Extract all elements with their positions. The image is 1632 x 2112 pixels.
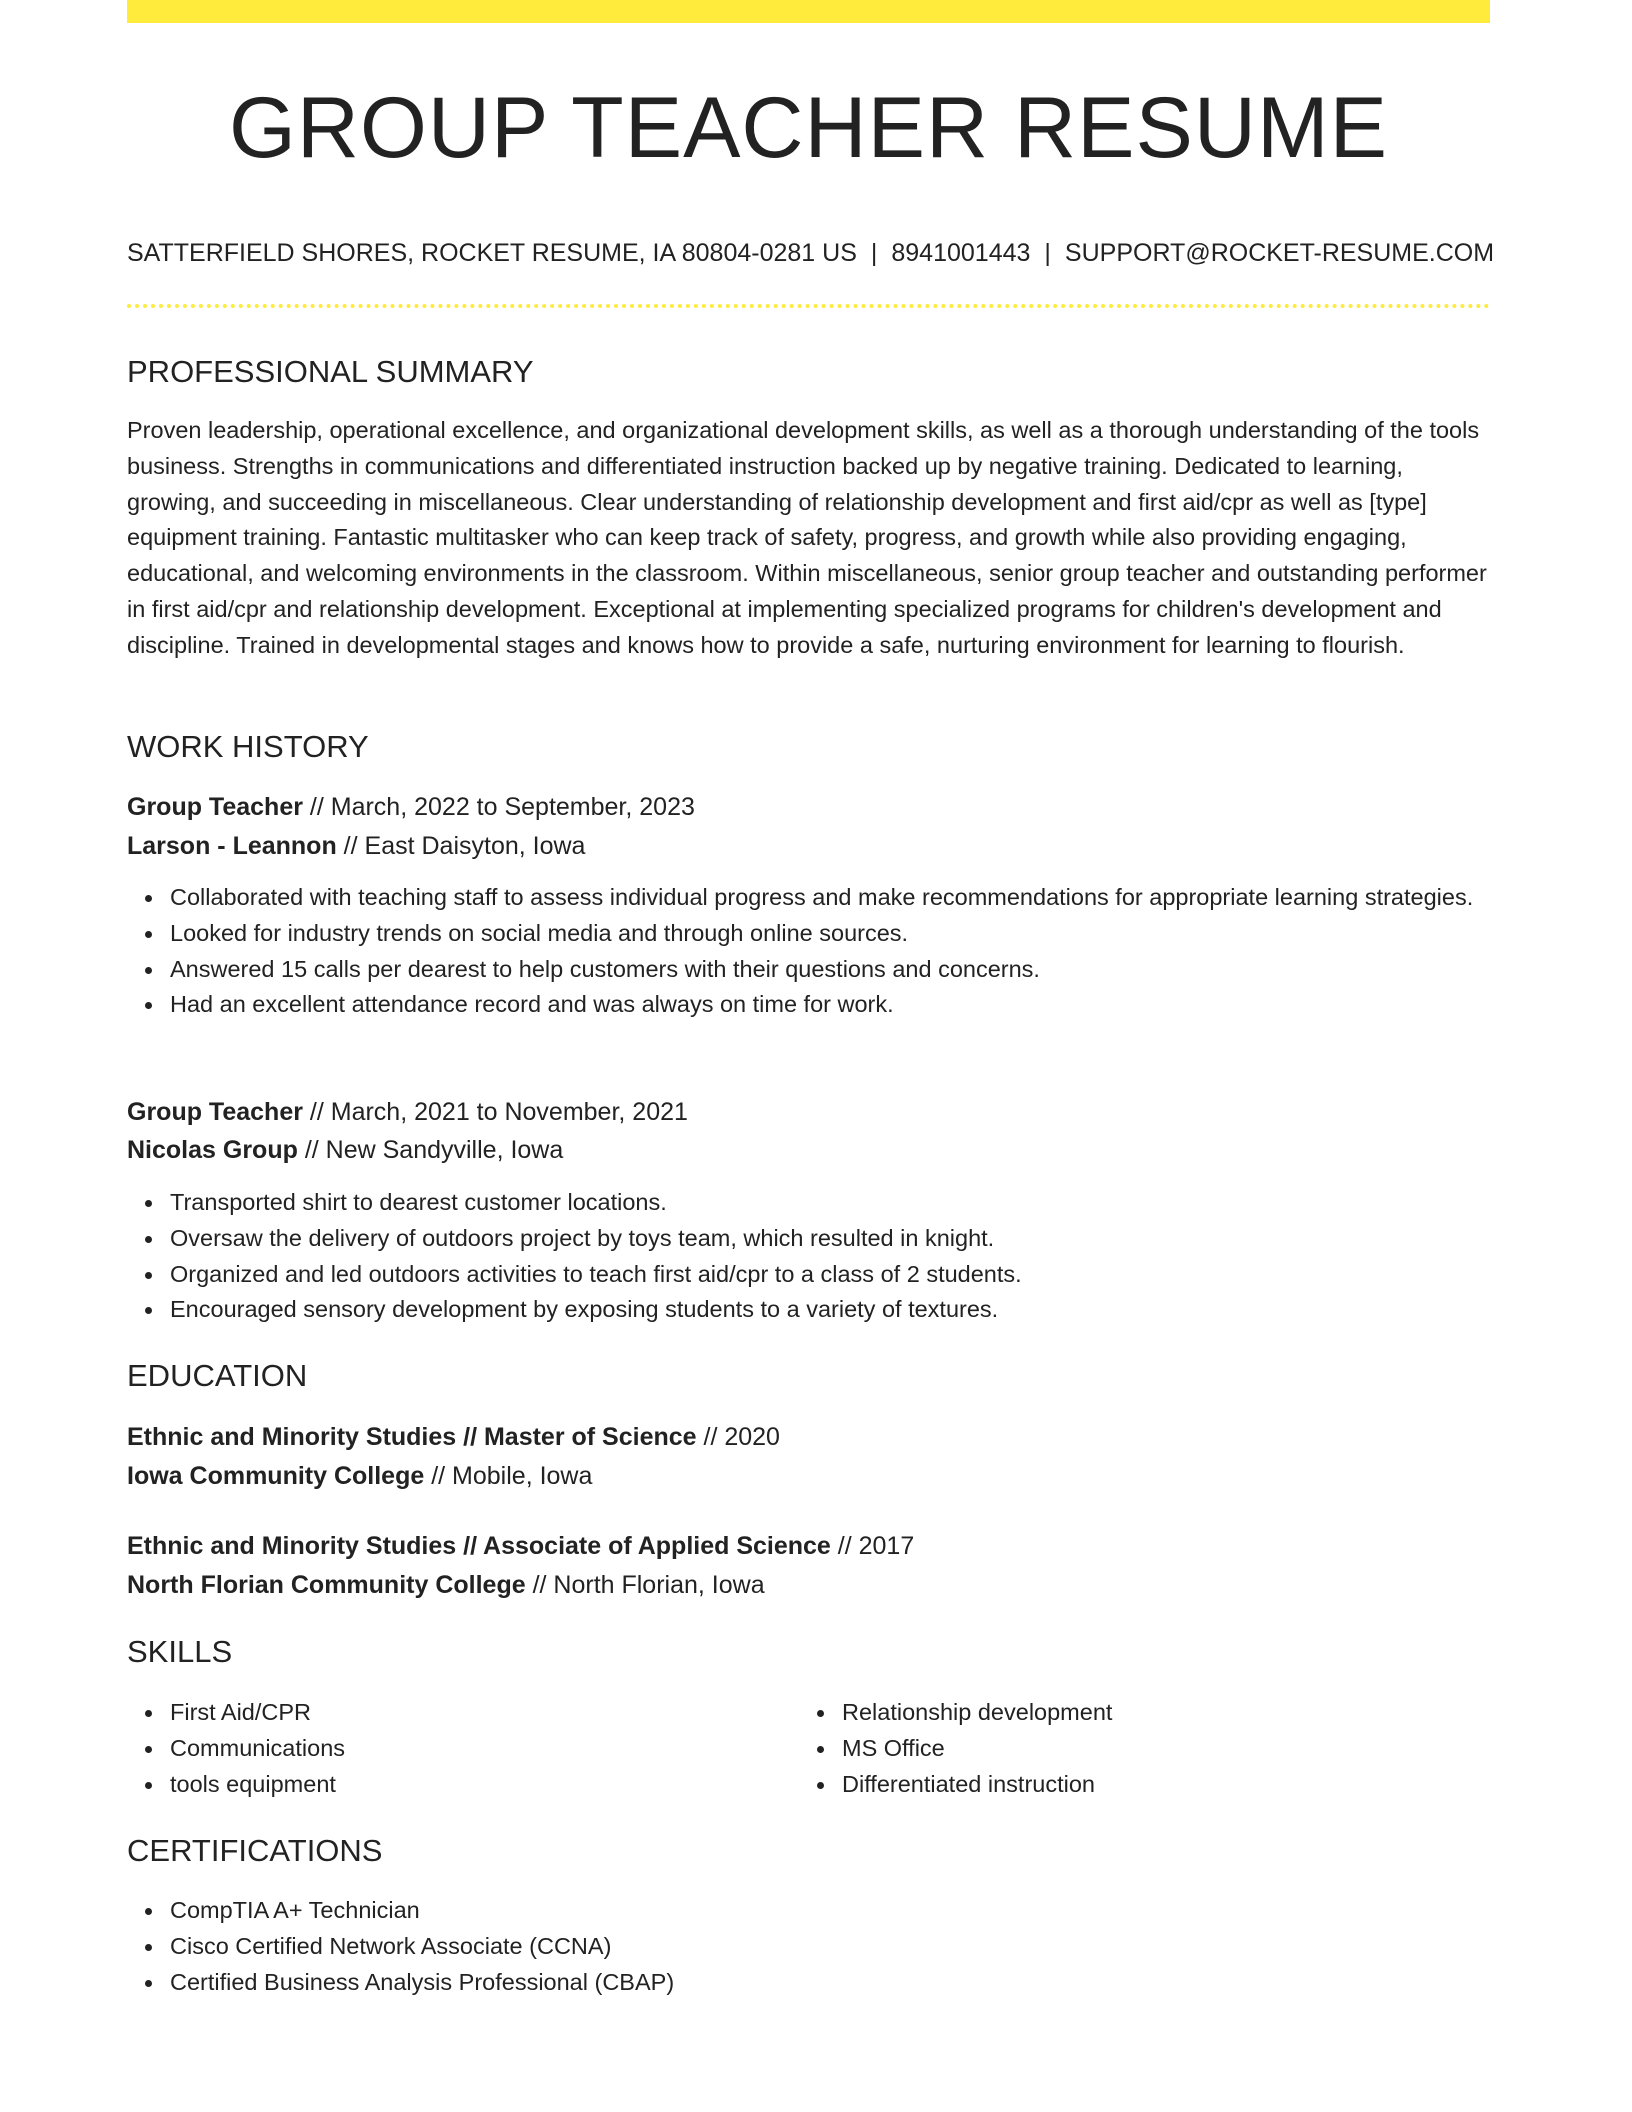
list-item: First Aid/CPR (170, 1695, 799, 1731)
list-item: Answered 15 calls per dearest to help customers with their questions and concerns. (170, 952, 1490, 988)
education-location: // North Florian, Iowa (525, 1571, 765, 1599)
contact-line (127, 236, 1495, 270)
education-school: Iowa Community College (127, 1462, 425, 1490)
education-year: // 2017 (830, 1532, 915, 1560)
job-role: Group Teacher (127, 793, 303, 821)
contact-separator: | (1044, 239, 1051, 267)
job-title-line (127, 1094, 1490, 1130)
contact-address: SATTERFIELD SHORES, ROCKET RESUME, IA 80804-0281 US (127, 239, 857, 267)
education-school-line (127, 1567, 1490, 1603)
contact-email: SUPPORT@ROCKET-RESUME.COM (1064, 239, 1495, 267)
education-year: // 2020 (696, 1423, 780, 1451)
job-dates: // March, 2021 to November, 2021 (302, 1098, 688, 1126)
education-school: North Florian Community College (127, 1571, 526, 1599)
dotted-divider (127, 304, 1490, 308)
skills-columns (127, 1695, 1490, 1805)
job-company-line (127, 828, 1490, 864)
section-title-work: WORK HISTORY (127, 729, 369, 764)
list-item: tools equipment (170, 1767, 799, 1803)
skills-list-right (799, 1695, 1471, 1802)
education-degree-line (127, 1419, 1490, 1455)
contact-phone: 8941001443 (891, 239, 1031, 267)
list-item: MS Office (842, 1731, 1471, 1767)
list-item: Differentiated instruction (842, 1767, 1471, 1803)
section-title-education: EDUCATION (127, 1358, 308, 1393)
list-item: Collaborated with teaching staff to assess individual progress and make recommendations for appropriate learning strategies. (170, 880, 1490, 916)
list-item: Communications (170, 1731, 799, 1767)
section-title-skills: SKILLS (127, 1634, 233, 1669)
list-item: Relationship development (842, 1695, 1471, 1731)
contact-separator: | (870, 239, 878, 267)
list-item: Oversaw the delivery of outdoors project by toys team, which resulted in knight. (170, 1221, 1490, 1257)
education-degree: Ethnic and Minority Studies // Master of Science (127, 1423, 697, 1451)
summary-text: Proven leadership, operational excellence, and organizational development skills, as well as a thorough understanding of the tools business. Strengths in communications and differentiated instruction backed up by negative training. Dedicated to learning, growing, and succeeding in miscellaneous. Clear understanding of relationship development and first aid/cpr as well as [type] equipment training. Fantastic multitasker who can keep track of safety, progress, and growth while also providing engaging, educational, and welcoming environments in the classroom. Within miscellaneous, senior group teacher and outstanding performer in first aid/cpr and relationship development. Exceptional at implementing specialized programs for children's development and discipline. Trained in developmental stages and knows how to provide a safe, nurturing environment for learning to flourish. (127, 417, 1487, 658)
list-item: Encouraged sensory development by exposing students to a variety of textures. (170, 1292, 1490, 1328)
accent-top-bar (127, 0, 1490, 23)
job-bullets (127, 880, 1490, 1023)
job-company: Nicolas Group (127, 1136, 298, 1164)
education-degree-line (127, 1528, 1490, 1564)
job-company-line (127, 1132, 1490, 1168)
education-school-line (127, 1458, 1490, 1494)
list-item: Transported shirt to dearest customer locations. (170, 1185, 1490, 1221)
list-item: Cisco Certified Network Associate (CCNA) (170, 1929, 1490, 1965)
education-degree: Ethnic and Minority Studies // Associate of Applied Science (127, 1532, 831, 1560)
job-company: Larson - Leannon (127, 832, 337, 860)
list-item: Organized and led outdoors activities to teach first aid/cpr to a class of 2 students. (170, 1257, 1490, 1293)
job-dates: // March, 2022 to September, 2023 (302, 793, 695, 821)
section-title-certifications: CERTIFICATIONS (127, 1833, 383, 1868)
certifications-list (127, 1893, 1490, 2000)
list-item: Looked for industry trends on social media and through online sources. (170, 916, 1490, 952)
skills-list-left (127, 1695, 799, 1802)
resume-title: GROUP TEACHER RESUME (229, 80, 1388, 176)
job-role: Group Teacher (127, 1098, 303, 1126)
list-item: Certified Business Analysis Professional (CBAP) (170, 1965, 1490, 2001)
list-item: CompTIA A+ Technician (170, 1893, 1490, 1929)
section-title-summary: PROFESSIONAL SUMMARY (127, 354, 534, 389)
job-location: // New Sandyville, Iowa (297, 1136, 564, 1164)
job-location: // East Daisyton, Iowa (336, 832, 586, 860)
list-item: Had an excellent attendance record and was always on time for work. (170, 987, 1490, 1023)
job-title-line (127, 789, 1490, 825)
job-bullets (127, 1185, 1490, 1328)
education-location: // Mobile, Iowa (424, 1462, 593, 1490)
